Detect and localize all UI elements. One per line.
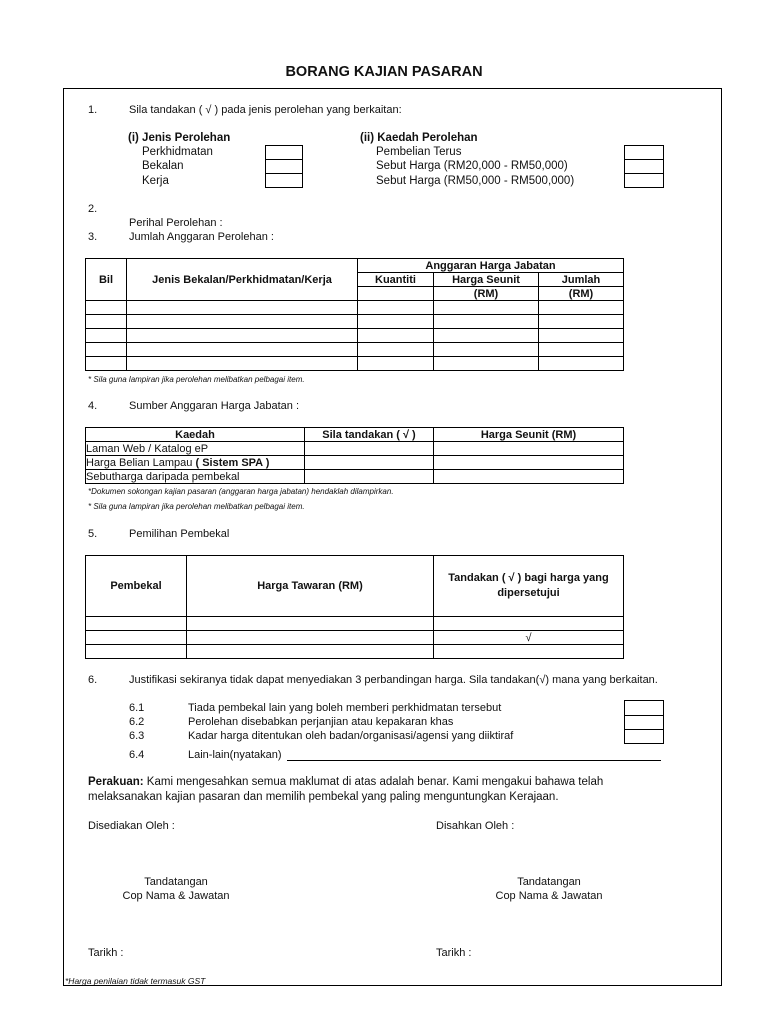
checkbox-6-1[interactable]	[624, 700, 664, 716]
perakuan-line-1: Perakuan: Kami mengesahkan semua maklumat di atas adalah benar. Kami mengakui bahawa telah	[88, 776, 604, 788]
th-jenis: Jenis Bekalan/Perkhidmatan/Kerja	[127, 259, 358, 301]
table-row	[86, 442, 624, 456]
table-row[interactable]	[86, 315, 624, 329]
form-title: BORANG KAJIAN PASARAN	[285, 64, 483, 80]
cell-tanda[interactable]	[305, 470, 434, 484]
table-row[interactable]	[86, 357, 624, 371]
th-jumlah: Jumlah	[539, 273, 624, 287]
table-row[interactable]	[86, 343, 624, 357]
checkbox-sebut-harga-2[interactable]	[624, 173, 664, 188]
cop-nama-right: Cop Nama & Jawatan	[495, 890, 603, 902]
perakuan-line-2: melaksanakan kajian pasaran dan memilih pembekal yang paling menguntungkan Kerajaan.	[88, 791, 559, 803]
item-6-3-number: 6.3	[129, 730, 145, 742]
tandatangan-left: Tandatangan	[144, 876, 208, 888]
cell-harga[interactable]	[434, 442, 624, 456]
section-6-number: 6.	[88, 674, 98, 686]
cell-tanda[interactable]	[305, 456, 434, 470]
tarikh-left: Tarikh :	[88, 947, 124, 959]
checkbox-pembelian-terus[interactable]	[624, 145, 664, 160]
section-3-number: 3.	[88, 231, 98, 243]
table-row	[86, 470, 624, 484]
footnote-gst: *Harga penilaian tidak termasuk GST	[65, 976, 206, 986]
kaedah-perolehan-title: (ii) Kaedah Perolehan	[360, 132, 478, 144]
section-2-number: 2.	[88, 203, 98, 215]
kaedah-item-pembelian-terus: Pembelian Terus	[376, 146, 462, 158]
anggaran-table	[85, 258, 624, 371]
pembekal-table	[85, 555, 624, 659]
item-6-2-text: Perolehan disebabkan perjanjian atau kepakaran khas	[188, 716, 454, 728]
sumber-table	[85, 427, 624, 484]
th-anggaran-harga: Anggaran Harga Jabatan	[358, 259, 624, 273]
th-sila-tandakan: Sila tandakan ( √ )	[305, 428, 434, 442]
th-pembekal: Pembekal	[86, 556, 187, 617]
tandatangan-right: Tandatangan	[517, 876, 581, 888]
kaedah-item-sebut-harga-1: Sebut Harga (RM20,000 - RM50,000)	[376, 160, 568, 172]
th-kaedah: Kaedah	[86, 428, 305, 442]
th-harga-tawaran: Harga Tawaran (RM)	[187, 556, 434, 617]
th-tandakan-harga: Tandakan ( √ ) bagi harga yang dipersetujui	[434, 556, 624, 617]
table-row[interactable]	[86, 301, 624, 315]
table-row[interactable]	[86, 631, 624, 645]
th-bil: Bil	[86, 259, 127, 301]
jumlah-anggaran-label: Jumlah Anggaran Perolehan :	[129, 231, 274, 243]
row-sebutharga: Sebutharga daripada pembekal	[86, 470, 305, 484]
justifikasi-text: Justifikasi sekiranya tidak dapat menyediakan 3 perbandingan harga. Sila tandakan(√) mana yang berkaitan.	[129, 674, 658, 686]
row-laman-web: Laman Web / Katalog eP	[86, 442, 305, 456]
table-row[interactable]	[86, 617, 624, 631]
checkbox-6-2[interactable]	[624, 715, 664, 730]
jenis-item-kerja: Kerja	[142, 175, 169, 187]
jenis-item-perkhidmatan: Perkhidmatan	[142, 146, 213, 158]
cop-nama-left: Cop Nama & Jawatan	[122, 890, 230, 902]
cell-harga[interactable]	[434, 456, 624, 470]
item-6-1-text: Tiada pembekal lain yang boleh memberi perkhidmatan tersebut	[188, 702, 502, 714]
item-6-3-text: Kadar harga ditentukan oleh badan/organisasi/agensi yang diiktiraf	[188, 730, 514, 742]
note-lampiran-3: * Sila guna lampiran jika perolehan melibatkan pelbagai item.	[88, 375, 305, 384]
jenis-item-bekalan: Bekalan	[142, 160, 184, 172]
th-jumlah-rm: (RM)	[539, 287, 624, 301]
disahkan-oleh-label: Disahkan Oleh :	[436, 820, 515, 832]
jenis-perolehan-title: (i) Jenis Perolehan	[128, 132, 231, 144]
item-6-4-text: Lain-lain(nyatakan)	[188, 749, 282, 761]
cell-tanda[interactable]	[305, 442, 434, 456]
th-seunit-rm: (RM)	[434, 287, 539, 301]
th-kuantiti: Kuantiti	[358, 273, 434, 287]
checkbox-sebut-harga-1[interactable]	[624, 159, 664, 174]
section-4-number: 4.	[88, 400, 98, 412]
perihal-perolehan-label: Perihal Perolehan :	[129, 217, 223, 229]
checkbox-perkhidmatan[interactable]	[265, 145, 303, 160]
item-6-1-number: 6.1	[129, 702, 145, 714]
table-row[interactable]	[86, 329, 624, 343]
note-lampiran-4: * Sila guna lampiran jika perolehan melibatkan pelbagai item.	[88, 502, 305, 511]
pemilihan-pembekal-label: Pemilihan Pembekal	[129, 528, 230, 540]
checkbox-bekalan[interactable]	[265, 159, 303, 174]
checkbox-kerja[interactable]	[265, 173, 303, 188]
th-harga-seunit-rm: Harga Seunit (RM)	[434, 428, 624, 442]
table-row[interactable]	[86, 645, 624, 659]
th-kuantiti-blank	[358, 287, 434, 301]
lain-lain-input-line[interactable]	[287, 760, 661, 761]
check-mark: √	[434, 631, 624, 645]
sumber-anggaran-label: Sumber Anggaran Harga Jabatan :	[129, 400, 300, 412]
cell-harga[interactable]	[434, 470, 624, 484]
th-harga-seunit: Harga Seunit	[434, 273, 539, 287]
row-harga-belian-lampau: Harga Belian Lampau ( Sistem SPA )	[86, 456, 305, 470]
section-5-number: 5.	[88, 528, 98, 540]
tarikh-right: Tarikh :	[436, 947, 472, 959]
note-dokumen-sokongan: *Dokumen sokongan kajian pasaran (anggaran harga jabatan) hendaklah dilampirkan.	[88, 487, 394, 496]
kaedah-item-sebut-harga-2: Sebut Harga (RM50,000 - RM500,000)	[376, 175, 575, 187]
section-1-number: 1.	[88, 104, 98, 116]
checkbox-6-3[interactable]	[624, 729, 664, 744]
table-row	[86, 456, 624, 470]
item-6-4-number: 6.4	[129, 749, 145, 761]
disediakan-oleh-label: Disediakan Oleh :	[88, 820, 175, 832]
item-6-2-number: 6.2	[129, 716, 145, 728]
section-1-text: Sila tandakan ( √ ) pada jenis perolehan yang berkaitan:	[129, 104, 402, 116]
